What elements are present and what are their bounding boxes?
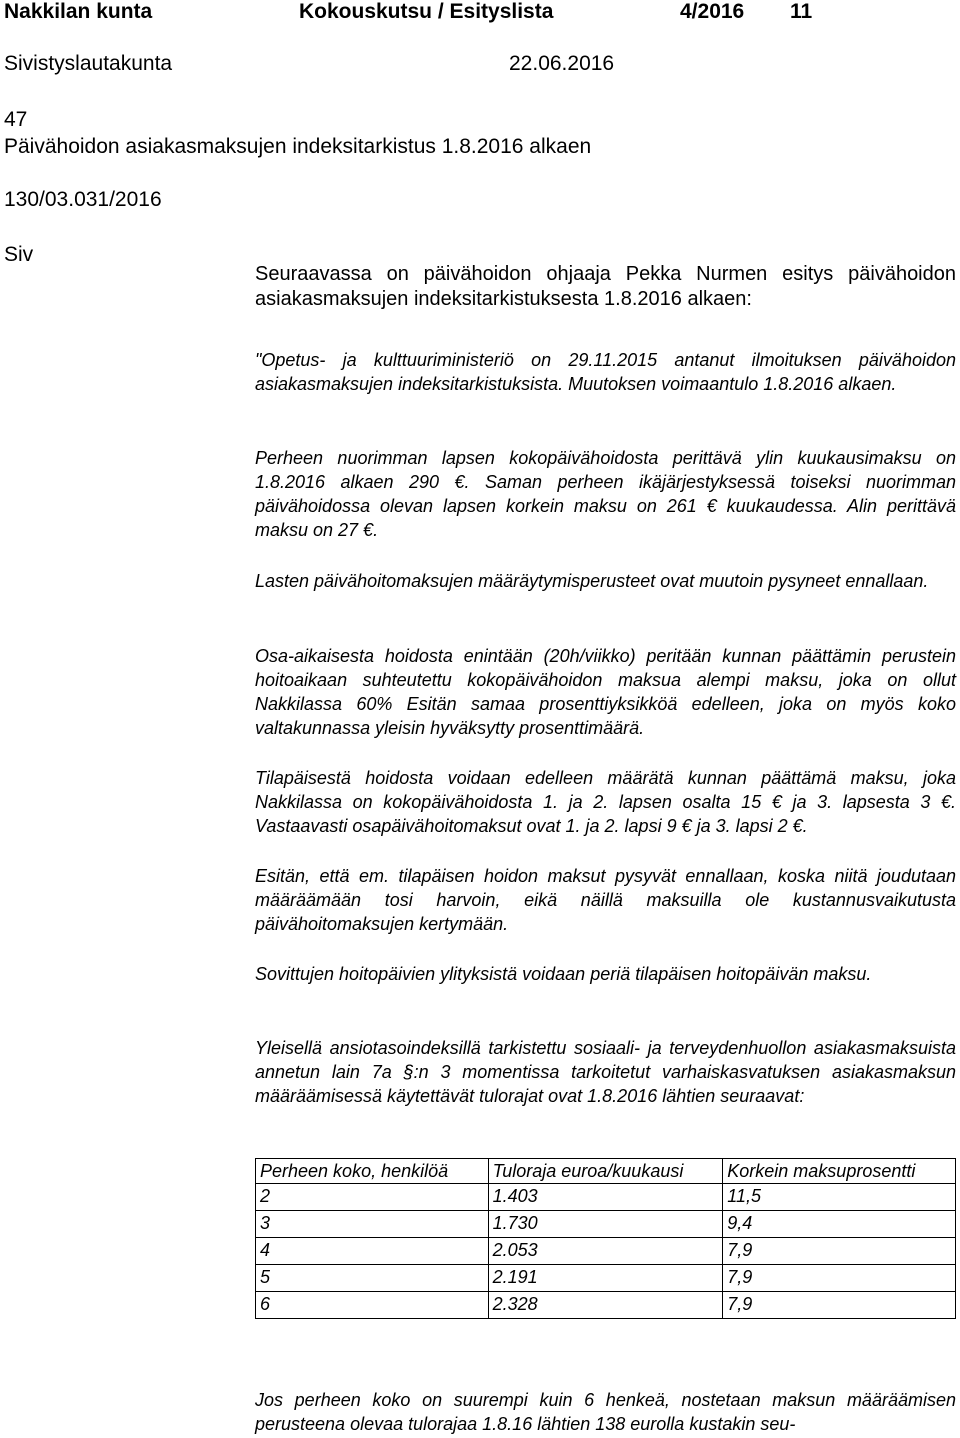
board-name: Sivistyslautakunta	[4, 52, 173, 75]
table-row	[256, 1211, 956, 1238]
cell-income-limit: 1.730	[488, 1211, 723, 1238]
cell-family-size: 4	[256, 1238, 489, 1265]
page-number: 11	[790, 0, 813, 23]
cell-income-limit: 1.403	[488, 1184, 723, 1211]
paragraph-part-time: Osa-aikaisesta hoidosta enintään (20h/viikko) peritään kunnan päättämin perustein hoitoaikaan suhteutettu kokopäivähoidon maksua alempi maksu, joka on ollut Nakkilassa 60% Esitän samaa prosenttiyksikköä edelleen, joka on myös koko valtakunnassa yleisin hyväksytty prosenttimäärä.	[255, 646, 956, 738]
cell-income-limit: 2.053	[488, 1238, 723, 1265]
table-header-row	[256, 1159, 956, 1184]
cell-max-percentage: 11,5	[723, 1184, 956, 1211]
paragraph-max-fee: Perheen nuorimman lapsen kokopäivähoidosta perittävä ylin kuukausimaksu on 1.8.2016 alkaen 290 €. Saman perheen ikäjärjestyksessä toiseksi nuorimman päivähoidossa olevan lapsen korkein maksu on 261 € kuukaudessa. Alin perittävä maksu on 27 €.	[255, 448, 956, 540]
paragraph-income-limits: Yleisellä ansiotasoindeksillä tarkistettu sosiaali- ja terveydenhuollon asiakasmaksuista annetun lain 7a §:n 3 momentissa tarkoitetut varhaiskasvatuksen asiakasmaksun määräämisessä käytettävät tulorajat ovat 1.8.2016 lähtien seuraavat:	[255, 1038, 956, 1106]
item-department: Siv	[4, 243, 34, 266]
cell-income-limit: 2.328	[488, 1292, 723, 1319]
cell-max-percentage: 7,9	[723, 1238, 956, 1265]
paragraph-announcement: "Opetus- ja kulttuuriministeriö on 29.11.2015 antanut ilmoituksen päivähoidon asiakasmaksujen indeksitarkistuksista. Muutoksen voimaantulo 1.8.2016 alkaen.	[255, 350, 956, 394]
municipality-name: Nakkilan kunta	[4, 0, 153, 23]
paragraph-larger-family: Jos perheen koko on suurempi kuin 6 henkeä, nostetaan maksun määräämisen perusteena olevaa tulorajaa 1.8.16 lähtien 138 eurolla kustakin seu-	[255, 1390, 956, 1434]
cell-family-size: 3	[256, 1211, 489, 1238]
table-row	[256, 1238, 956, 1265]
paragraph-proposal: Esitän, että em. tilapäisen hoidon maksut pysyvät ennallaan, koska niitä joudutaan määräämään tosi harvoin, eikä näillä maksuilla ole kustannusvaikutusta päivähoitomaksujen kertymään.	[255, 866, 956, 934]
cell-max-percentage: 9,4	[723, 1211, 956, 1238]
table-row	[256, 1184, 956, 1211]
item-reference: 130/03.031/2016	[4, 188, 162, 211]
paragraph-temporary-care: Tilapäisestä hoidosta voidaan edelleen määrätä kunnan päättämä maksu, joka Nakkilassa on kokopäivähoidosta 1. ja 2. lapsen osalta 15 € ja 3. lapsesta 3 €. Vastaavasti osapäivähoitomaksut ovat 1. ja 2. lapsi 9 € ja 3. lapsi 2 €.	[255, 768, 956, 836]
cell-family-size: 6	[256, 1292, 489, 1319]
paragraph-criteria: Lasten päivähoitomaksujen määräytymisperusteet ovat muutoin pysyneet ennallaan.	[255, 571, 929, 591]
cell-income-limit: 2.191	[488, 1265, 723, 1292]
header-income-limit: Tuloraja euroa/kuukausi	[488, 1159, 723, 1184]
issue-number: 4/2016	[680, 0, 745, 23]
cell-max-percentage: 7,9	[723, 1292, 956, 1319]
table-row	[256, 1292, 956, 1319]
item-title: Päivähoidon asiakasmaksujen indeksitarkistus 1.8.2016 alkaen	[4, 135, 592, 158]
item-number: 47	[4, 108, 28, 131]
header-family-size: Perheen koko, henkilöä	[256, 1159, 489, 1184]
income-limit-table	[255, 1158, 956, 1319]
cell-family-size: 5	[256, 1265, 489, 1292]
document-type: Kokouskutsu / Esityslista	[299, 0, 554, 23]
cell-max-percentage: 7,9	[723, 1265, 956, 1292]
table-row	[256, 1265, 956, 1292]
header-max-percentage: Korkein maksuprosentti	[723, 1159, 956, 1184]
meeting-date: 22.06.2016	[509, 52, 615, 75]
cell-family-size: 2	[256, 1184, 489, 1211]
paragraph-overtime: Sovittujen hoitopäivien ylityksistä voidaan periä tilapäisen hoitopäivän maksu.	[255, 964, 872, 984]
intro-paragraph: Seuraavassa on päivähoidon ohjaaja Pekka Nurmen esitys päivähoidon asiakasmaksujen indeksitarkistuksesta 1.8.2016 alkaen:	[255, 263, 956, 310]
